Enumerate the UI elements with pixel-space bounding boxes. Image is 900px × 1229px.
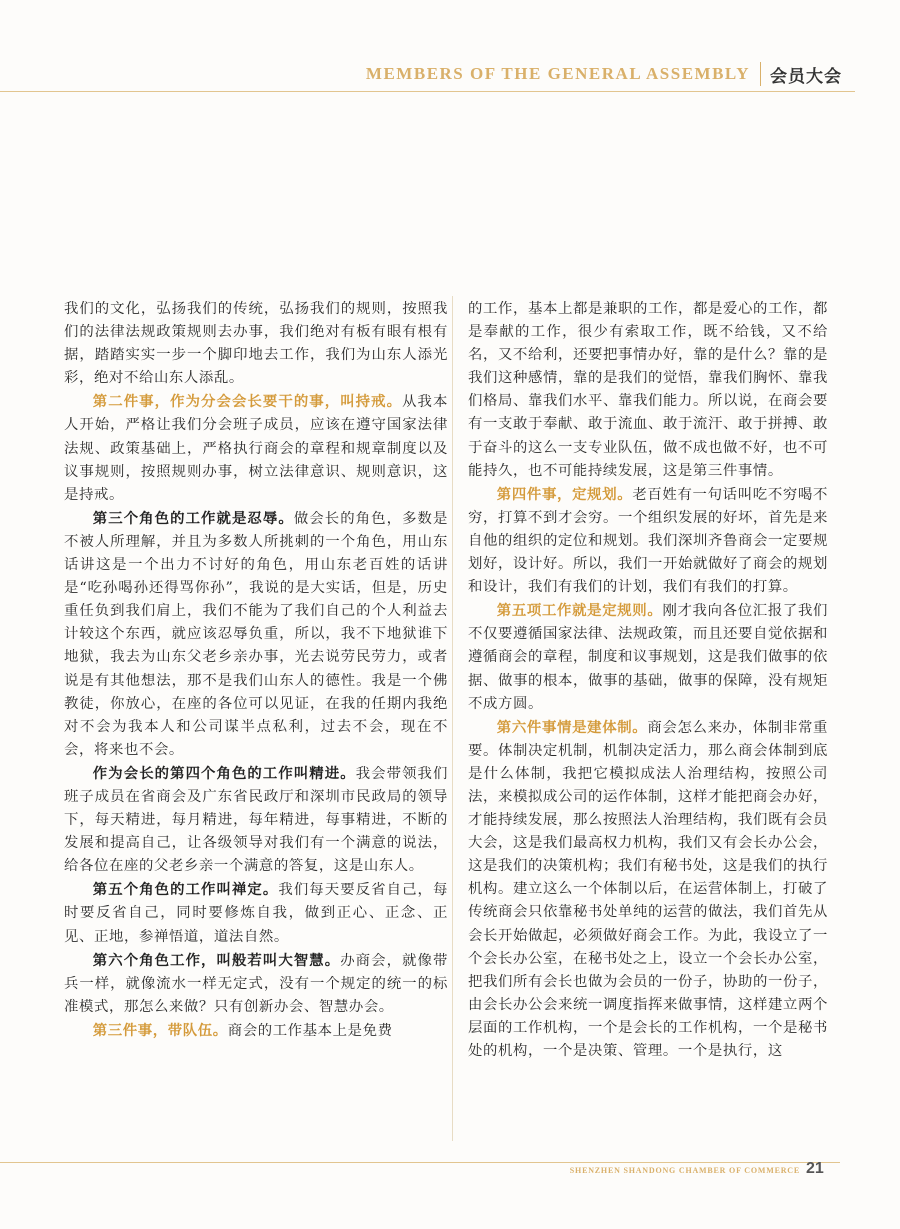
page-header: [0, 58, 900, 94]
highlight-heading: 第五项工作就是定规则。: [496, 602, 663, 620]
article-column-right: [468, 298, 828, 1063]
paragraph: 的工作，基本上都是兼职的工作，都是爱心的工作，都是奉献的工作，很少有索取工作，既不给钱，又不给名，又不给利，还要把事情办好，靠的是什么？靠的是我们这种感情，靠的是我们的觉悟，靠我们胸怀、靠我们格局、靠我们水平、靠我们能力。所以说，在商会要有一支敢于奉献、敢于流血、敢于流汗、敢于拼搏、敢于奋斗的这么一支专业队伍，做不成也做不好，也不可能持久，也不可能持续发展，这是第三件事情。: [468, 301, 828, 479]
paragraph: 我们的文化，弘扬我们的传统，弘扬我们的规则，按照我们的法律法规政策规则去办事，我们绝对有板有眼有根有据，踏踏实实一步一个脚印地去工作，我们为山东人添光彩，绝对不给山东人添乱。: [64, 301, 448, 387]
paragraph: [64, 507, 448, 762]
page-number: 21: [806, 1160, 824, 1177]
highlight-heading: 第六件事情是建体制。: [496, 718, 648, 736]
paragraph-body: 办商会，就像带兵一样，就像流水一样无定式，没有一个规定的统一的标准模式，那怎么来做？只有创新办会、智慧办会。: [64, 952, 448, 1015]
paragraph-body: 刚才我向各位汇报了我们不仅要遵循国家法律、法规政策，而且还要自觉依据和遵循商会的章程，制度和议事规划，这是我们做事的依据、做事的根本，做事的基础，做事的保障，没有规矩不成方圆。: [468, 603, 828, 712]
paragraph-body: 商会怎么来办，体制非常重要。体制决定机制，机制决定活力，那么商会体制到底是什么体制，我把它模拟成法人治理结构，按照公司法，来模拟成公司的运作体制，这样才能把商会办好，才能持续发展，那么按照法人治理结构，我们既有会员大会，这是我们最高权力机构，我们又有会长办公会，这是我们的决策机构；我们有秘书处，这是我们的执行机构。建立这么一个体制以后，在运营体制上，打破了传统商会只依靠秘书处单纯的运营的做法，我们首先从会长开始做起，必须做好商会工作。为此，我设立了一个会长办公室，在秘书处之上，设立一个会长办公室，把我们所有会长也做为会员的一份子，协助的一份子，由会长办公会来统一调度指挥来做事情，这样建立两个层面的工作机构，一个是会长的工作机构，一个是秘书处的机构，一个是决策、管理。一个是执行，这: [468, 719, 828, 1059]
paragraph: [64, 390, 448, 506]
column-divider: [452, 296, 453, 1141]
paragraph-body: 从我本人开始，严格让我们分会班子成员，应该在遵守国家法律法规、政策基础上，严格执行商会的章程和规章制度以及议事规则，按照规则办事，树立法律意识、规则意识，这是持戒。: [64, 394, 448, 503]
header-divider: [760, 62, 761, 86]
bold-heading: 第三个角色的工作就是忍辱。: [92, 509, 294, 527]
paragraph-body: 商会的工作基本上是免费: [227, 1022, 393, 1039]
paragraph-body: 做会长的角色，多数是不被人所理解，并且为多数人所挑刺的一个角色，用山东话讲这是一个出力不讨好的角色，用山东老百姓的话讲是“吃孙喝孙还得骂你孙”，我说的是大实话，但是，历史重任负到我们肩上，我们不能为了我们自己的个人利益去计较这个东西，就应该忍辱负重，所以，我不下地狱谁下地狱，我去为山东父老乡亲办事，光去说劳民劳力，或者说是有其他想法，那不是我们山东人的德性。我是一个佛教徒，你放心，在座的各位可以见证，在我的任期内我绝对不会为我本人和公司谋半点私利，过去不会，现在不会，将来也不会。: [64, 510, 448, 758]
highlight-heading: 第三件事，带队伍。: [92, 1021, 228, 1039]
paragraph: [64, 762, 448, 878]
bold-heading: 第六个角色工作，叫般若叫大智慧。: [92, 951, 341, 969]
highlight-heading: 第四件事，定规划。: [496, 485, 633, 503]
paragraph-body: 老百姓有一句话叫吃不穷喝不穷，打算不到才会穷。一个组织发展的好坏，首先是来自他的组织的定位和规划。我们深圳齐鲁商会一定要规划好，设计好。所以，我们一开始就做好了商会的规划和设计，我们有我们的计划，我们有我们的打算。: [468, 486, 828, 596]
paragraph: [64, 878, 448, 948]
paragraph: [468, 716, 828, 1063]
paragraph: [468, 483, 828, 599]
header-rule: [0, 91, 855, 92]
paragraph: [468, 599, 828, 715]
publication-name: SHENZHEN SHANDONG CHAMBER OF COMMERCE: [569, 1166, 800, 1175]
paragraph-body: 我会带领我们班子成员在省商会及广东省民政厅和深圳市民政局的领导下，每天精进，每月精进，每年精进，每事精进，不断的发展和提高自己，让各级领导对我们有一个满意的说法，给各位在座的父老乡亲一个满意的答复，这是山东人。: [64, 765, 448, 875]
highlight-heading: 第二件事，作为分会会长要干的事，叫持戒。: [92, 393, 403, 411]
footer-rule: [0, 1162, 840, 1163]
paragraph-body: 我们每天要反省自己，每时要反省自己，同时要修炼自我，做到正心、正念、正见、正地，参禅悟道，道法自然。: [64, 882, 449, 945]
paragraph: [64, 949, 448, 1019]
paragraph: [64, 1019, 448, 1043]
section-title-cn: 会员大会: [770, 67, 842, 87]
section-title-en: MEMBERS OF THE GENERAL ASSEMBLY: [365, 64, 750, 83]
bold-heading: 第五个角色的工作叫禅定。: [92, 881, 279, 899]
article-column-left: [64, 298, 448, 1043]
bold-heading: 作为会长的第四个角色的工作叫精进。: [92, 764, 356, 782]
